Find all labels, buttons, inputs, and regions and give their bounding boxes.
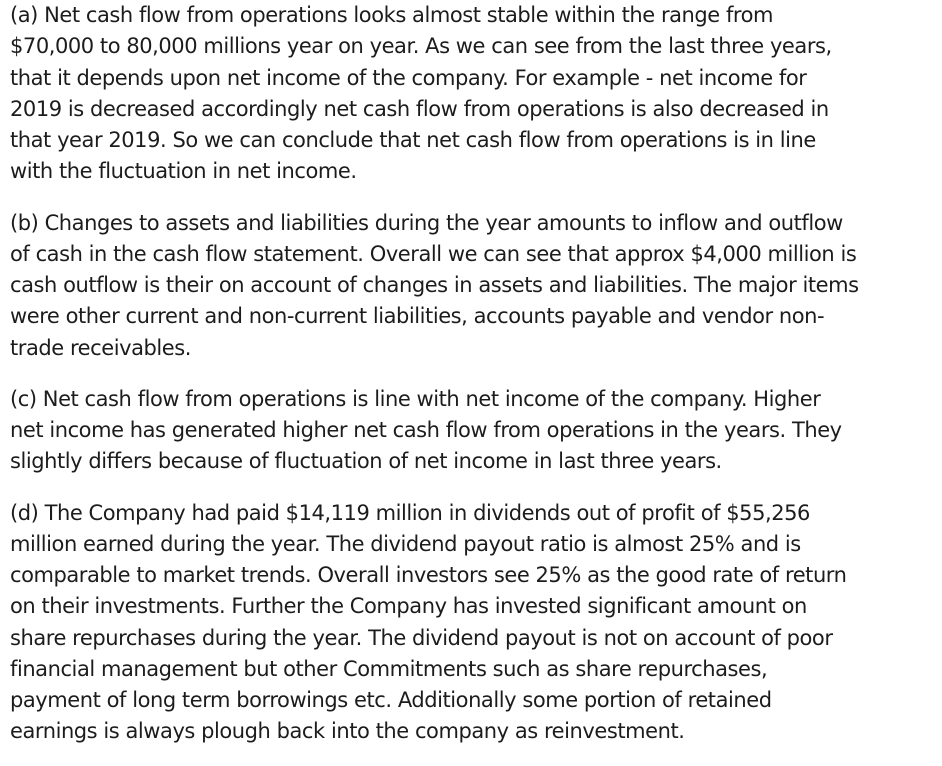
- paragraph-line: (b) Changes to assets and liabilities during the year amounts to inflow and outflow: [10, 210, 843, 235]
- paragraph-line: cash outflow is their on account of changes in assets and liabilities. The major items: [10, 273, 859, 297]
- paragraph-line: slightly differs because of fluctuation of net income in last three years.: [10, 449, 722, 474]
- paragraph-line: were other current and non-current liabilities, accounts payable and vendor non-: [10, 304, 825, 329]
- paragraph-line: (a) Net cash flow from operations looks almost stable within the range from: [10, 3, 774, 27]
- paragraph-line: (d) The Company had paid $14,119 million in dividends out of profit of $55,256: [10, 500, 810, 525]
- paragraph-line: million earned during the year. The dividend payout ratio is almost 25% and is: [10, 531, 801, 556]
- paragraph-d: [10, 498, 932, 748]
- paragraph-line: net income has generated higher net cash flow from operations in the years. They: [10, 418, 842, 442]
- paragraph-line: that year 2019. So we can conclude that net cash flow from operations is in line: [10, 128, 816, 152]
- paragraph-line: trade receivables.: [10, 335, 191, 360]
- paragraph-line: $70,000 to 80,000 millions year on year. As we can see from the last three years,: [10, 34, 832, 59]
- paragraph-line: 2019 is decreased accordingly net cash flow from operations is also decreased in: [10, 96, 829, 121]
- paragraph-line: on their investments. Further the Company has invested significant amount on: [10, 594, 807, 619]
- paragraph-c: [10, 384, 932, 478]
- paragraph-line: of cash in the cash flow statement. Overall we can see that approx $4,000 million is: [10, 241, 857, 266]
- paragraph-b: [10, 208, 932, 364]
- paragraph-line: payment of long term borrowings etc. Additionally some portion of retained: [10, 688, 772, 712]
- paragraph-line: financial management but other Commitments such as share repurchases,: [10, 656, 768, 681]
- paragraph-line: that it depends upon net income of the company. For example - net income for: [10, 65, 807, 90]
- paragraph-line: earnings is always plough back into the company as reinvestment.: [10, 719, 685, 744]
- paragraph-a: [10, 0, 932, 188]
- paragraph-line: (c) Net cash flow from operations is line with net income of the company. Higher: [10, 386, 821, 411]
- paragraph-line: with the fluctuation in net income.: [10, 159, 357, 184]
- paragraph-line: comparable to market trends. Overall investors see 25% as the good rate of return: [10, 563, 847, 587]
- paragraph-line: share repurchases during the year. The dividend payout is not on account of poor: [10, 625, 833, 650]
